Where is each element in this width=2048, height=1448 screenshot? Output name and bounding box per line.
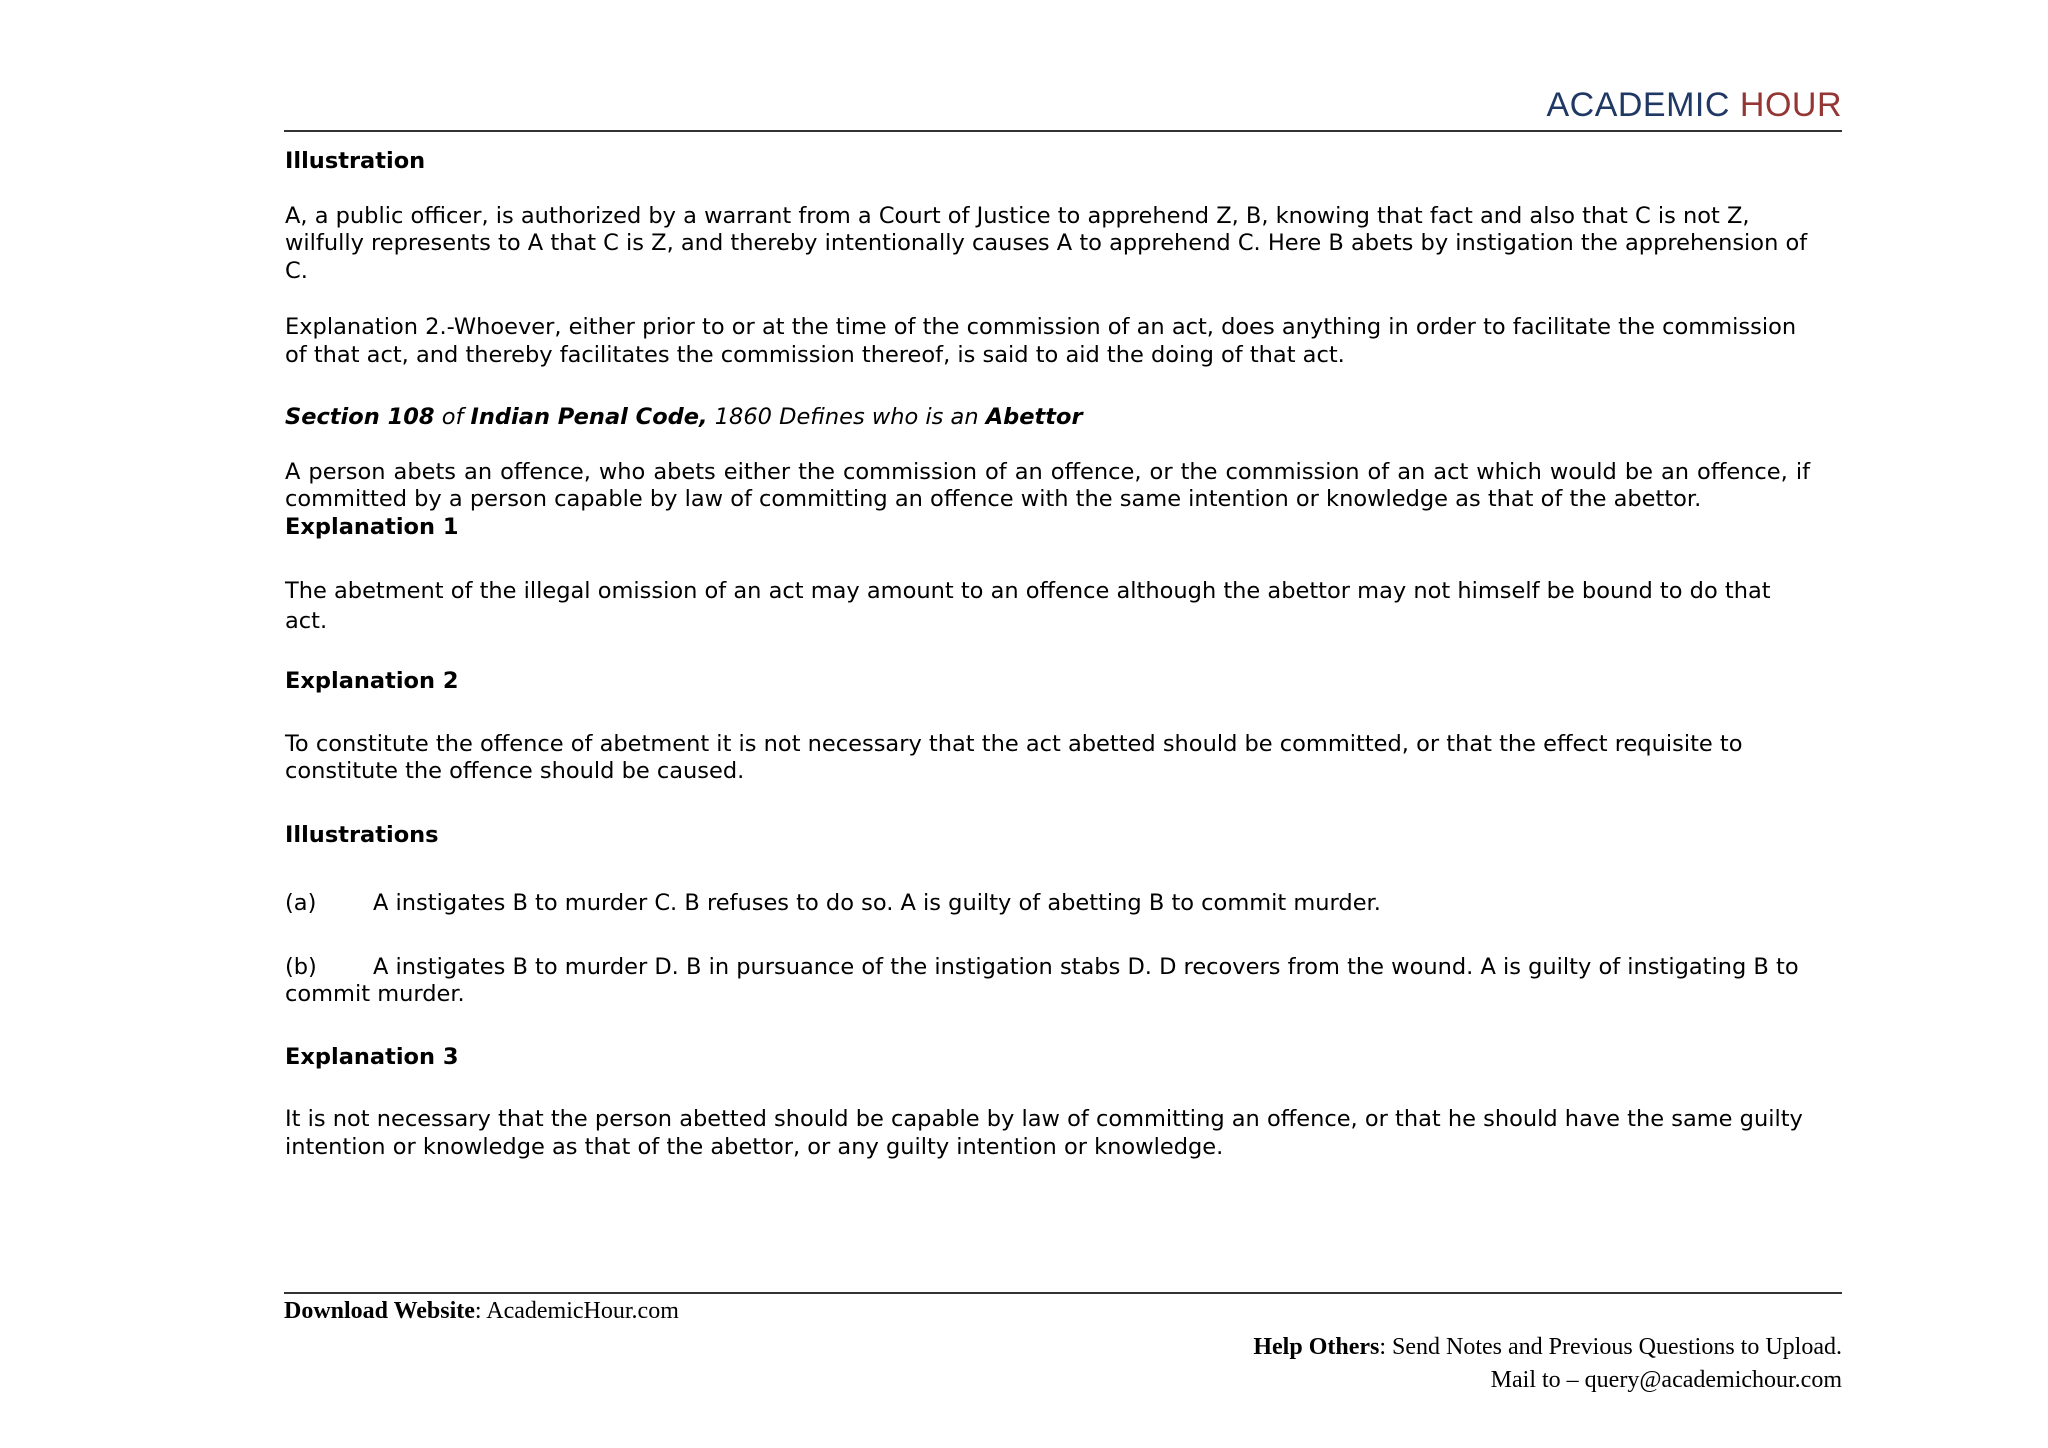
mail-line[interactable]: Mail to – query@academichour.com <box>1490 1367 1842 1393</box>
section-heading-of: of <box>434 404 471 430</box>
explanation-1-text: The abetment of the illegal omission of an act may amount to an offence although the abettor may not himself be bound to do that act. <box>285 578 1771 634</box>
help-label: Help Others <box>1253 1334 1380 1360</box>
section-heading <box>285 404 1810 432</box>
abettor-term: Abettor <box>985 404 1083 430</box>
download-website-link[interactable]: : AcademicHour.com <box>474 1298 679 1324</box>
illustrations-heading: Illustrations <box>285 821 439 848</box>
illustration-item-b <box>285 954 1810 1009</box>
section-heading-defines: 1860 Defines who is an <box>707 404 986 430</box>
illustration-item-text: A instigates B to murder D. B in pursuance of the instigation stabs D. D recovers from the wound. A is guilty of instigating B to commit murder. <box>285 953 1799 1007</box>
illustration-label: (b) <box>285 953 317 980</box>
illustration-item-text: A instigates B to murder C. B refuses to do so. A is guilty of abetting B to commit murder. <box>373 890 1381 916</box>
help-line <box>1253 1331 1842 1364</box>
help-text: : Send Notes and Previous Questions to Upload. <box>1379 1334 1842 1360</box>
illustration-item-a <box>285 890 1810 918</box>
download-label: Download Website <box>284 1298 475 1324</box>
section-text: A person abets an offence, who abets either the commission of an offence, or the commission of an act which would be an offence, if committed by a person capable by law of committing an offence with the same intention or knowledge as that of the abettor. <box>285 458 1810 512</box>
illustration-heading: Illustration <box>285 148 426 174</box>
explanation-2-body: To constitute the offence of abetment it is not necessary that the act abetted should be committed, or that the effect requisite to constitute the offence should be caused. <box>285 730 1743 784</box>
footer-help <box>1253 1331 1842 1397</box>
document-body <box>285 148 1810 1161</box>
section-number: Section 108 <box>285 404 435 430</box>
explanation-2-text: Explanation 2.-Whoever, either prior to or at the time of the commission of an act, does anything in order to facilitate the commission of that act, and thereby facilitates the commission thereof, is said to aid the doing of that act. <box>285 314 1797 368</box>
brand-part-academic: ACADEMIC <box>1546 86 1730 124</box>
brand-part-hour: HOUR <box>1739 86 1842 124</box>
explanation-2-heading: Explanation 2 <box>285 668 459 694</box>
footer-divider <box>284 1292 1842 1294</box>
code-name: Indian Penal Code, <box>470 404 708 430</box>
explanation-1-heading: Explanation 1 <box>285 513 459 540</box>
header-divider <box>284 130 1842 132</box>
explanation-3-heading: Explanation 3 <box>285 1043 459 1070</box>
illustration-label: (a) <box>285 890 317 916</box>
illustration-text: A, a public officer, is authorized by a warrant from a Court of Justice to apprehend Z, B, knowing that fact and also that C is not Z, wilfully represents to A that C is Z, and thereby intentionally causes A to apprehend C. Here B abets by instigation the apprehension of C. <box>285 202 1808 284</box>
footer-download <box>284 1298 679 1325</box>
brand-logo <box>1546 88 1842 122</box>
explanation-3-text: It is not necessary that the person abetted should be capable by law of committing an offence, or that he should have the same guilty intention or knowledge as that of the abettor, or any guilty intention or knowledge. <box>285 1106 1803 1160</box>
